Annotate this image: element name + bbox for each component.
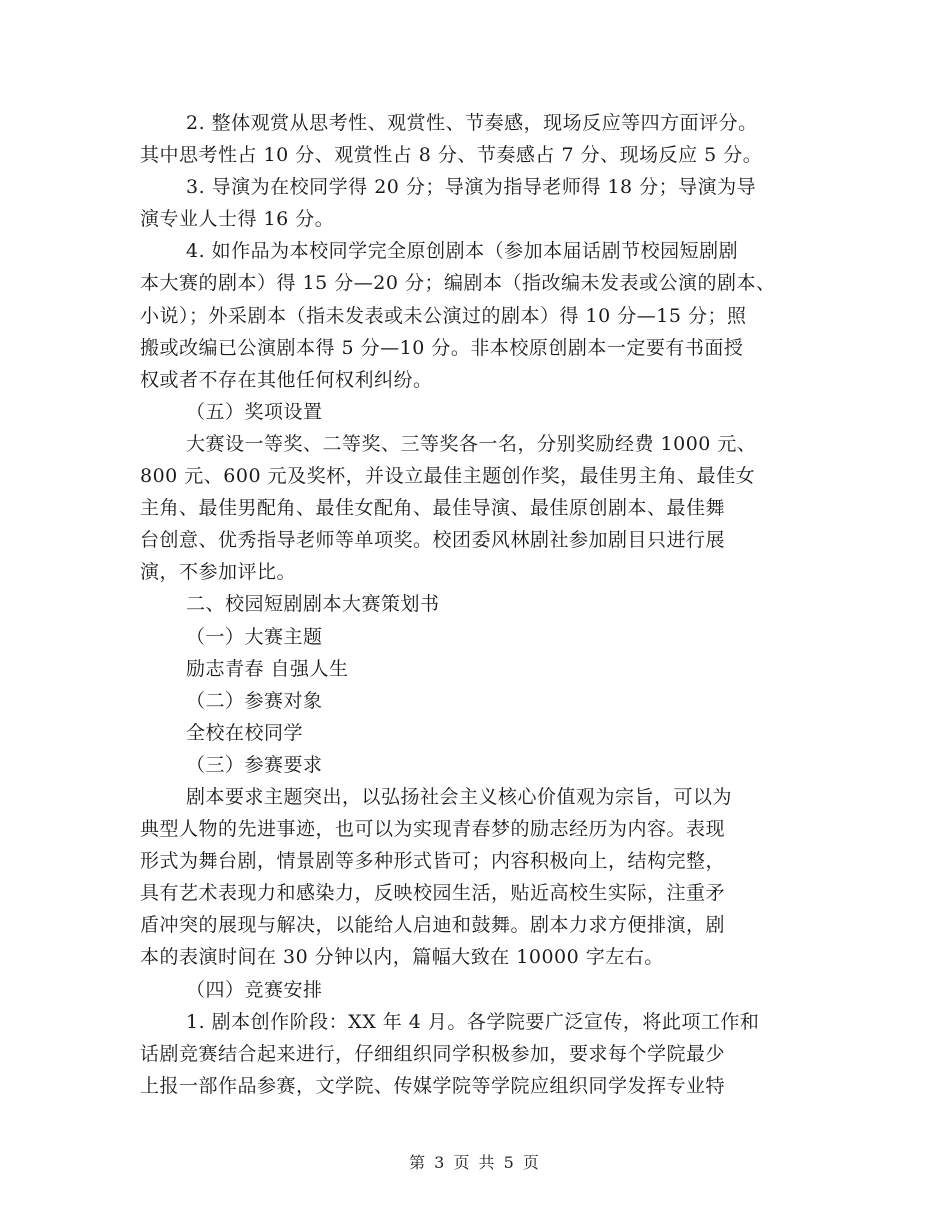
text-line: 具有艺术表现力和感染力，反映校园生活，贴近高校生实际，注重矛	[140, 882, 726, 905]
text-line: 全校在校同学	[186, 721, 304, 744]
text-line: 2. 整体观赏从思考性、观赏性、节奏感，现场反应等四方面评分。	[186, 112, 758, 134]
document-body	[140, 107, 810, 1102]
text-line: （二）参赛对象	[186, 689, 323, 712]
text-line: 1. 剧本创作阶段：XX 年 4 月。各学院要广泛宣传，将此项工作和	[186, 1010, 760, 1033]
text-line: 小说）；外采剧本（指未发表或未公演过的剧本）得 10 分—15 分；照	[140, 304, 747, 327]
text-line: 搬或改编已公演剧本得 5 分—10 分。非本校原创剧本一定要有书面授	[140, 336, 744, 359]
text-line: （五）奖项设置	[186, 400, 323, 423]
text-line: 大赛设一等奖、二等奖、三等奖各一名，分别奖励经费 1000 元、	[186, 432, 757, 455]
text-line: 上报一部作品参赛，文学院、传媒学院等学院应组织同学发挥专业特	[140, 1074, 726, 1097]
text-line: 本大赛的剧本）得 15 分—20 分；编剧本（指改编未发表或公演的剧本、	[140, 272, 776, 295]
text-line: 形式为舞台剧，情景剧等多种形式皆可；内容积极向上，结构完整，	[140, 850, 726, 873]
text-line: （一）大赛主题	[186, 625, 323, 648]
text-line: 本的表演时间在 30 分钟以内，篇幅大致在 10000 字左右。	[140, 946, 664, 969]
text-line: 励志青春 自强人生	[186, 657, 349, 680]
text-line: 典型人物的先进事迹，也可以为实现青春梦的励志经历为内容。表现	[140, 818, 726, 841]
text-line: 剧本要求主题突出，以弘扬社会主义核心价值观为宗旨，可以为	[186, 785, 733, 808]
text-line: 800 元、600 元及奖杯，并设立最佳主题创作奖，最佳男主角、最佳女	[140, 465, 756, 488]
text-line: 二、校园短剧剧本大赛策划书	[186, 593, 440, 616]
text-line: 权或者不存在其他任何权利纠纷。	[140, 368, 433, 391]
text-line: 台创意、优秀指导老师等单项奖。校团委风林剧社参加剧目只进行展	[140, 529, 726, 552]
text-line: （三）参赛要求	[186, 753, 323, 776]
text-line: 演专业人士得 16 分。	[140, 208, 335, 231]
text-line: 话剧竞赛结合起来进行，仔细组织同学积极参加，要求每个学院最少	[140, 1042, 726, 1065]
text-line: 盾冲突的展现与解决，以能给人启迪和鼓舞。剧本力求方便排演，剧	[140, 914, 726, 937]
text-line: 3. 导演为在校同学得 20 分；导演为指导老师得 18 分；导演为导	[186, 176, 757, 199]
text-line: 演，不参加评比。	[140, 561, 297, 584]
text-line: 其中思考性占 10 分、观赏性占 8 分、节奏感占 7 分、现场反应 5 分。	[140, 144, 763, 167]
page-number-footer: 第 3 页 共 5 页	[409, 1153, 541, 1172]
text-line: 主角、最佳男配角、最佳女配角、最佳导演、最佳原创剧本、最佳舞	[140, 497, 726, 520]
text-line: （四）竞赛安排	[186, 978, 323, 1001]
text-line: 4. 如作品为本校同学完全原创剧本（参加本届话剧节校园短剧剧	[186, 240, 739, 263]
